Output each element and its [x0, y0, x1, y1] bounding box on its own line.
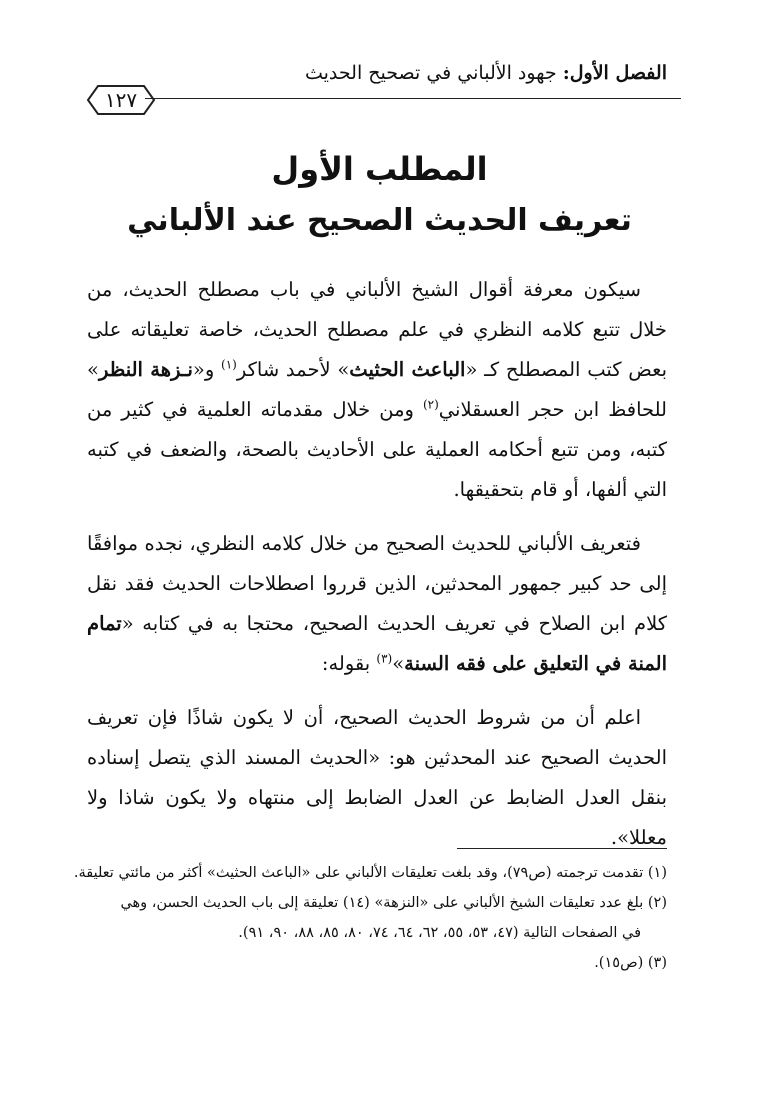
para2-book-title: تمام المنة في التعليق على فقه السنة — [87, 612, 667, 675]
para2-text-2: » — [392, 652, 405, 675]
header-rule — [145, 98, 681, 99]
footnote-2 — [87, 888, 667, 948]
page-number-badge — [86, 84, 156, 116]
paragraph-2 — [87, 524, 667, 684]
para3-text: اعلم أن من شروط الحديث الصحيح، أن لا يكون شاذًا فإن تعريف الحديث الصحيح عند المحدثين هو: «الحديث المسند الذي يتصل إسناده بنقل العدل الضابط عن العدل الضابط إلى منتهاه ولا يكون شاذا ولا معللا». — [87, 706, 667, 849]
footnote-1-text: تقدمت ترجمته (ص٧٩)، وقد بلغت تعليقات الألباني على «الباعث الحثيث» أكثر من مائتي تعليقة. — [73, 865, 644, 881]
footnote-3-text: (ص١٥). — [594, 955, 644, 971]
footnote-2-text: بلغ عدد تعليقات الشيخ الألباني على «النزهة» (١٤) تعليقة إلى باب الحديث الحسن، وهي — [120, 895, 644, 911]
para1-text-3: و« — [192, 358, 222, 381]
para2-text-1: فتعريف الألباني للحديث الصحيح من خلال كلامه النظري، نجده موافقًا إلى حد كبير جمهور المحدثين، الذين قرروا اصطلاحات الحديث فقد نقل كلام ابن الصلاح في تعريف الحديث الصحيح، محتجا به في كتابه « — [87, 532, 667, 635]
subject-title: تعريف الحديث الصحيح عند الألباني — [127, 203, 632, 238]
section-title: المطلب الأول — [271, 150, 488, 188]
para1-book-title-1: الباعث الحثيث — [349, 358, 466, 381]
footnotes — [73, 858, 667, 978]
chapter-title: جهود الألباني في تصحيح الحديث — [304, 62, 563, 84]
footnote-3 — [87, 948, 667, 978]
paragraph-3 — [87, 698, 667, 858]
footnote-rule — [457, 848, 667, 849]
para2-text-3: بقوله: — [321, 652, 377, 675]
paragraph-1 — [87, 270, 667, 510]
running-header — [77, 62, 667, 84]
footnote-ref-1: (١) — [221, 357, 237, 372]
footnote-2-marker: (٢) — [647, 895, 667, 911]
para1-book-title-2: نـزهة النظر — [98, 358, 193, 381]
footnote-ref-3: (٣) — [376, 651, 393, 666]
footnote-1-marker: (١) — [647, 865, 667, 881]
page-number: ١٢٧ — [104, 88, 138, 112]
footnote-3-marker: (٣) — [647, 955, 667, 971]
main-text — [87, 270, 667, 872]
footnote-1 — [73, 858, 667, 888]
para1-text-2: » لأحمد شاكر — [236, 358, 350, 381]
chapter-label: الفصل الأول: — [562, 62, 667, 84]
para1-text-4: » للحافظ ابن حجر العسقلاني — [87, 358, 667, 421]
footnote-2-continuation: في الصفحات التالية (٤٧، ٥٣، ٥٥، ٦٢، ٦٤، ٧٤، ٨٠، ٨٥، ٨٨، ٩٠، ٩١). — [238, 925, 641, 941]
para1-text-1: سيكون معرفة أقوال الشيخ الألباني في باب مصطلح الحديث، من خلال تتبع كلامه النظري في علم مصطلح الحديث، خاصة تعليقاته على بعض كتب المصطلح كـ « — [87, 278, 668, 381]
para1-text-5: ومن خلال مقدماته العلمية في كثير من كتبه، ومن تتبع أحكامه العملية على الأحاديث بالصحة، والضعف في كتبه التي ألفها، أو قام بتحقيقها. — [87, 398, 667, 501]
footnote-ref-2: (٢) — [422, 397, 439, 412]
